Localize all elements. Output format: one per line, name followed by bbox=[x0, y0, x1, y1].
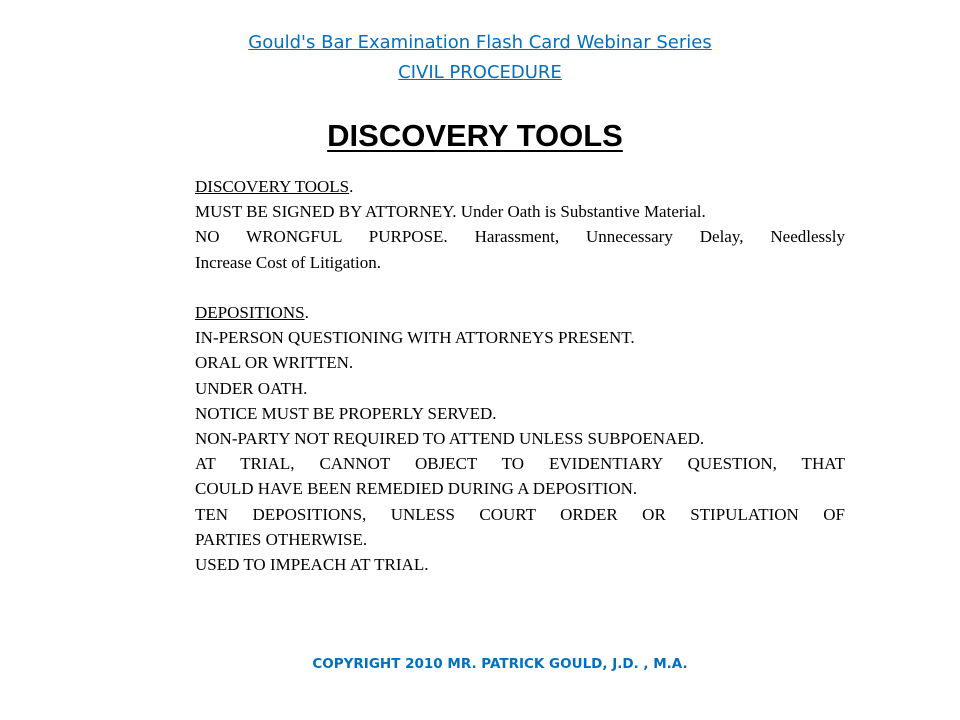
paragraph-spacer bbox=[195, 275, 845, 300]
body-line: AT TRIAL, CANNOT OBJECT TO EVIDENTIARY QUESTION, THAT bbox=[195, 454, 845, 474]
body-line: NON-PARTY NOT REQUIRED TO ATTEND UNLESS SUBPOENAED. bbox=[195, 429, 705, 449]
depositions-heading: DEPOSITIONS bbox=[195, 303, 305, 322]
discovery-tools-heading-line bbox=[195, 174, 845, 199]
body-line: NO WRONGFUL PURPOSE. Harassment, Unnecessary Delay, Needlessly bbox=[195, 227, 845, 247]
depositions-heading-line bbox=[195, 300, 845, 325]
copyright-footer: COPYRIGHT 2010 MR. PATRICK GOULD, J.D. , M.A. bbox=[312, 656, 688, 672]
body-line: Increase Cost of Litigation. bbox=[195, 252, 382, 272]
body-line: UNDER OATH. bbox=[195, 378, 308, 398]
body-line: TEN DEPOSITIONS, UNLESS COURT ORDER OR STIPULATION OF bbox=[195, 504, 845, 524]
body-line: USED TO IMPEACH AT TRIAL. bbox=[195, 555, 429, 575]
body-text bbox=[195, 174, 845, 577]
body-line: COULD HAVE BEEN REMEDIED DURING A DEPOSITION. bbox=[195, 479, 638, 499]
depositions-heading-period: . bbox=[304, 303, 309, 322]
body-line: IN-PERSON QUESTIONING WITH ATTORNEYS PRESENT. bbox=[195, 328, 635, 348]
discovery-tools-heading-period: . bbox=[349, 177, 354, 196]
page-title: DISCOVERY TOOLS bbox=[327, 118, 623, 153]
discovery-tools-heading: DISCOVERY TOOLS bbox=[195, 177, 350, 196]
body-line: PARTIES OTHERWISE. bbox=[195, 529, 368, 549]
series-title-link[interactable]: Gould's Bar Examination Flash Card Webinar Series bbox=[248, 32, 712, 53]
subject-link[interactable]: CIVIL PROCEDURE bbox=[398, 62, 562, 83]
body-line: NOTICE MUST BE PROPERLY SERVED. bbox=[195, 403, 497, 423]
body-line: ORAL OR WRITTEN. bbox=[195, 353, 354, 373]
body-line: MUST BE SIGNED BY ATTORNEY. Under Oath is Substantive Material. bbox=[195, 202, 706, 222]
